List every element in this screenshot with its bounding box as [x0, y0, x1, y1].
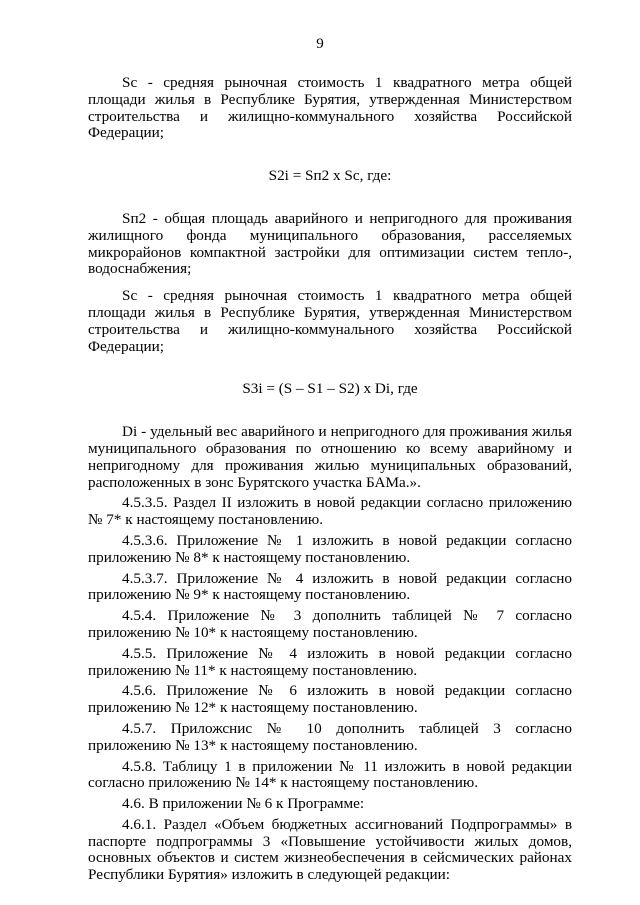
item-4-5-3-5: 4.5.3.5. Раздел II изложить в новой редакции согласно приложению № 7* к настоящему постановлению.	[88, 494, 572, 529]
item-4-5-8: 4.5.8. Таблицу 1 в приложении № 11 изложить в новой редакции согласно приложению № 14* к настоящему постановлению.	[88, 757, 572, 792]
item-4-5-4: 4.5.4. Приложение № 3 дополнить таблицей № 7 согласно приложению № 10* к настоящему постановлению.	[88, 607, 572, 641]
document-body	[88, 75, 572, 884]
formula-s3i: S3i = (S – S1 – S2) х Di, где	[242, 380, 418, 398]
item-4-5-7: 4.5.7. Приложснис № 10 дополнить таблицей 3 согласно приложению № 13* к настоящему постановлению.	[88, 719, 572, 754]
item-4-5-3-7: 4.5.3.7. Приложение № 4 изложить в новой редакции согласно приложению № 9* к настоящему постановлению.	[88, 569, 572, 604]
item-4-6-1: 4.6.1. Раздел «Объем бюджетных ассигнований Подпрограммы» в паспорте подпрограммы 3 «Повышение устойчивости жилых домов, основных объектов и систем жизнеобеспечения в сейсмических районах Республики Бурятия» изложить в следующей редакции:	[88, 815, 572, 884]
page-number: 9	[316, 36, 324, 52]
item-4-6: 4.6. В приложении № 6 к Программе:	[122, 795, 365, 813]
paragraph-sc-definition-1: Sс - средняя рыночная стоимость 1 квадратного метра общей площади жилья в Республике Бурятия, утвержденная Министерством строительства и жилищно-коммунального хозяйства Российской Федерации;	[88, 74, 572, 142]
item-4-5-3-6: 4.5.3.6. Приложение № 1 изложить в новой редакции согласно приложению № 8* к настоящему постановлению.	[88, 531, 572, 566]
paragraph-sc-definition-2: Sс - средняя рыночная стоимость 1 квадратного метра общей площади жилья в Республике Бурятия, утвержденная Министерством строительства и жилищно-коммунального хозяйства Российской Федерации;	[88, 287, 572, 355]
item-4-5-6: 4.5.6. Приложение № 6 изложить в новой редакции согласно приложению № 12* к настоящему постановлению.	[88, 682, 572, 717]
paragraph-sp2-definition: Sп2 - общая площадь аварийного и непригодного для проживания жилищного фонда муниципального образования, расселяемых микрорайонов компактной застройки для оптимизации систем тепло-, водоснабжения;	[88, 209, 572, 278]
paragraph-di-definition: Di - удельный вес аварийного и непригодного для проживания жилья муниципального образования по отношению ко всему аварийному и непригодному для проживания жилью муниципальных образований, расположенных в зонс Бурятского участка БАМа.».	[88, 423, 572, 491]
formula-s2i: S2i = Sп2 х Sс, где:	[268, 167, 392, 185]
item-4-5-5: 4.5.5. Приложение № 4 изложить в новой редакции согласно приложению № 11* к настоящему постановлению.	[88, 644, 572, 679]
